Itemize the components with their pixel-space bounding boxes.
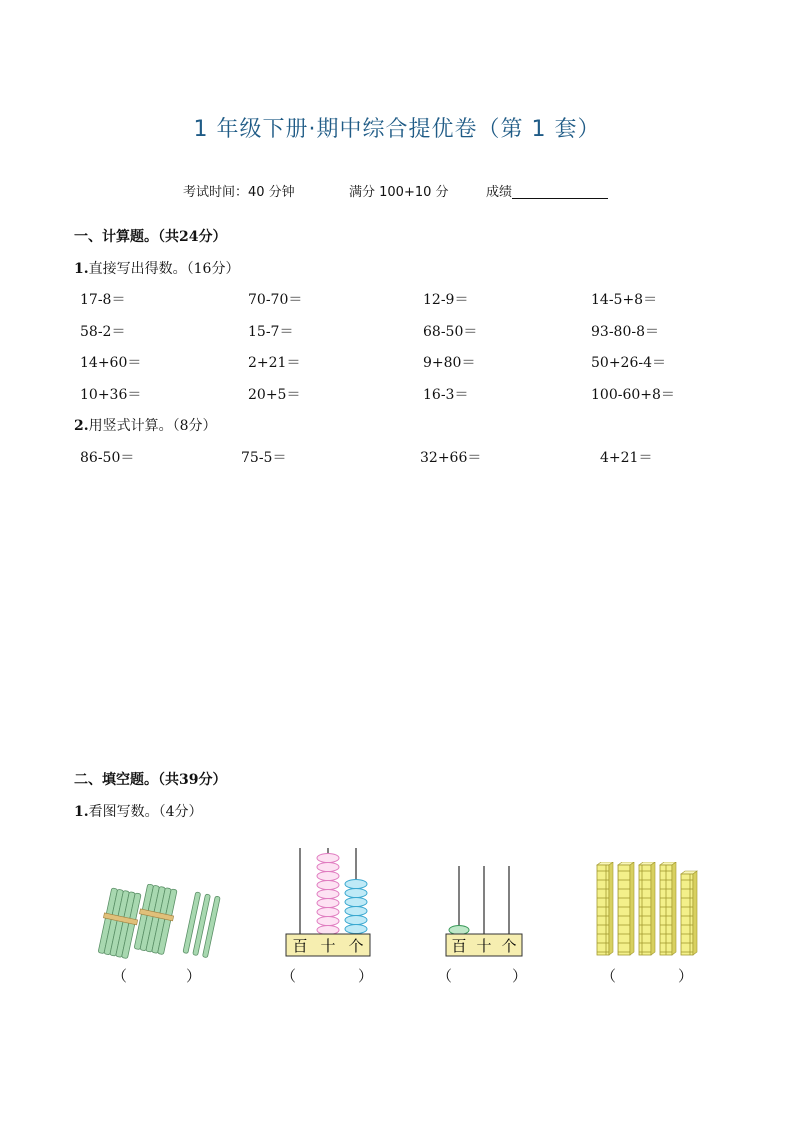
- section-2-heading: 二、填空题。（共39分）: [74, 772, 227, 788]
- vertical-calc-item: 75-5＝: [241, 450, 287, 466]
- ones-beads: [345, 880, 367, 934]
- abacus-figure-1: [284, 848, 374, 960]
- answer-paren-close: ）: [512, 967, 528, 985]
- calc-item: 16-3＝: [423, 387, 469, 403]
- section-1-question-2: [74, 415, 217, 435]
- grade-blank-line: [512, 184, 608, 199]
- tens-label: 十: [320, 937, 336, 955]
- hundreds-label: 百: [451, 937, 467, 955]
- abacus-figure-2: [444, 866, 524, 960]
- vertical-calc-item: 86-50＝: [80, 450, 135, 466]
- page-title: 1 年级下册·期中综合提优卷（第 1 套）: [193, 117, 601, 142]
- calc-item: 20+5＝: [248, 387, 301, 403]
- cube-column: [639, 862, 655, 955]
- calc-item: 2+21＝: [248, 355, 301, 371]
- calc-item: 10+36＝: [80, 387, 142, 403]
- calc-item: 14+60＝: [80, 355, 142, 371]
- hundreds-label: 百: [292, 937, 308, 955]
- calc-item: 14-5+8＝: [591, 292, 658, 308]
- question-text: 看图写数。（4分）: [88, 804, 203, 820]
- vertical-calc-item: 4+21＝: [600, 450, 653, 466]
- question-number: 1.: [74, 804, 89, 820]
- single-sticks: [183, 892, 220, 958]
- calc-item: 58-2＝: [80, 324, 126, 340]
- ones-label: 个: [501, 937, 517, 955]
- cube-column: [660, 862, 676, 955]
- section-2-question-1: [74, 801, 203, 821]
- full-score: 满分 100+10 分: [349, 185, 449, 200]
- stick-bundles-figure: [96, 884, 226, 964]
- cube-columns-figure: [594, 862, 700, 960]
- question-text: 直接写出得数。（16分）: [88, 261, 240, 277]
- answer-paren-close: ）: [678, 967, 694, 985]
- hundreds-bead: [449, 926, 469, 935]
- answer-paren-close: ）: [186, 967, 202, 985]
- exam-time: 考试时间：40 分钟: [183, 185, 295, 200]
- calc-item: 15-7＝: [248, 324, 294, 340]
- calc-item: 70-70＝: [248, 292, 303, 308]
- section-1-question-1: [74, 258, 239, 278]
- answer-paren-open: （: [281, 967, 297, 985]
- cube-column: [681, 871, 697, 955]
- question-text: 用竖式计算。（8分）: [88, 418, 217, 434]
- answer-paren-close: ）: [358, 967, 374, 985]
- question-number: 1.: [74, 261, 89, 277]
- calc-item: 9+80＝: [423, 355, 476, 371]
- vertical-calc-item: 32+66＝: [420, 450, 482, 466]
- answer-paren-open: （: [112, 967, 128, 985]
- answer-paren-open: （: [437, 967, 453, 985]
- section-1-heading: 一、计算题。（共24分）: [74, 229, 227, 245]
- calc-item: 93-80-8＝: [591, 324, 659, 340]
- tens-label: 十: [476, 937, 492, 955]
- cube-column: [597, 862, 613, 955]
- ones-label: 个: [348, 937, 364, 955]
- cube-column: [618, 862, 634, 955]
- calc-item: 50+26-4＝: [591, 355, 666, 371]
- calc-item: 100-60+8＝: [591, 387, 675, 403]
- calc-item: 12-9＝: [423, 292, 469, 308]
- calc-item: 17-8＝: [80, 292, 126, 308]
- grade-label: 成绩: [486, 185, 513, 200]
- question-number: 2.: [74, 418, 89, 434]
- tens-beads: [317, 854, 339, 935]
- answer-paren-open: （: [601, 967, 617, 985]
- calc-item: 68-50＝: [423, 324, 478, 340]
- grade-field: [486, 181, 608, 200]
